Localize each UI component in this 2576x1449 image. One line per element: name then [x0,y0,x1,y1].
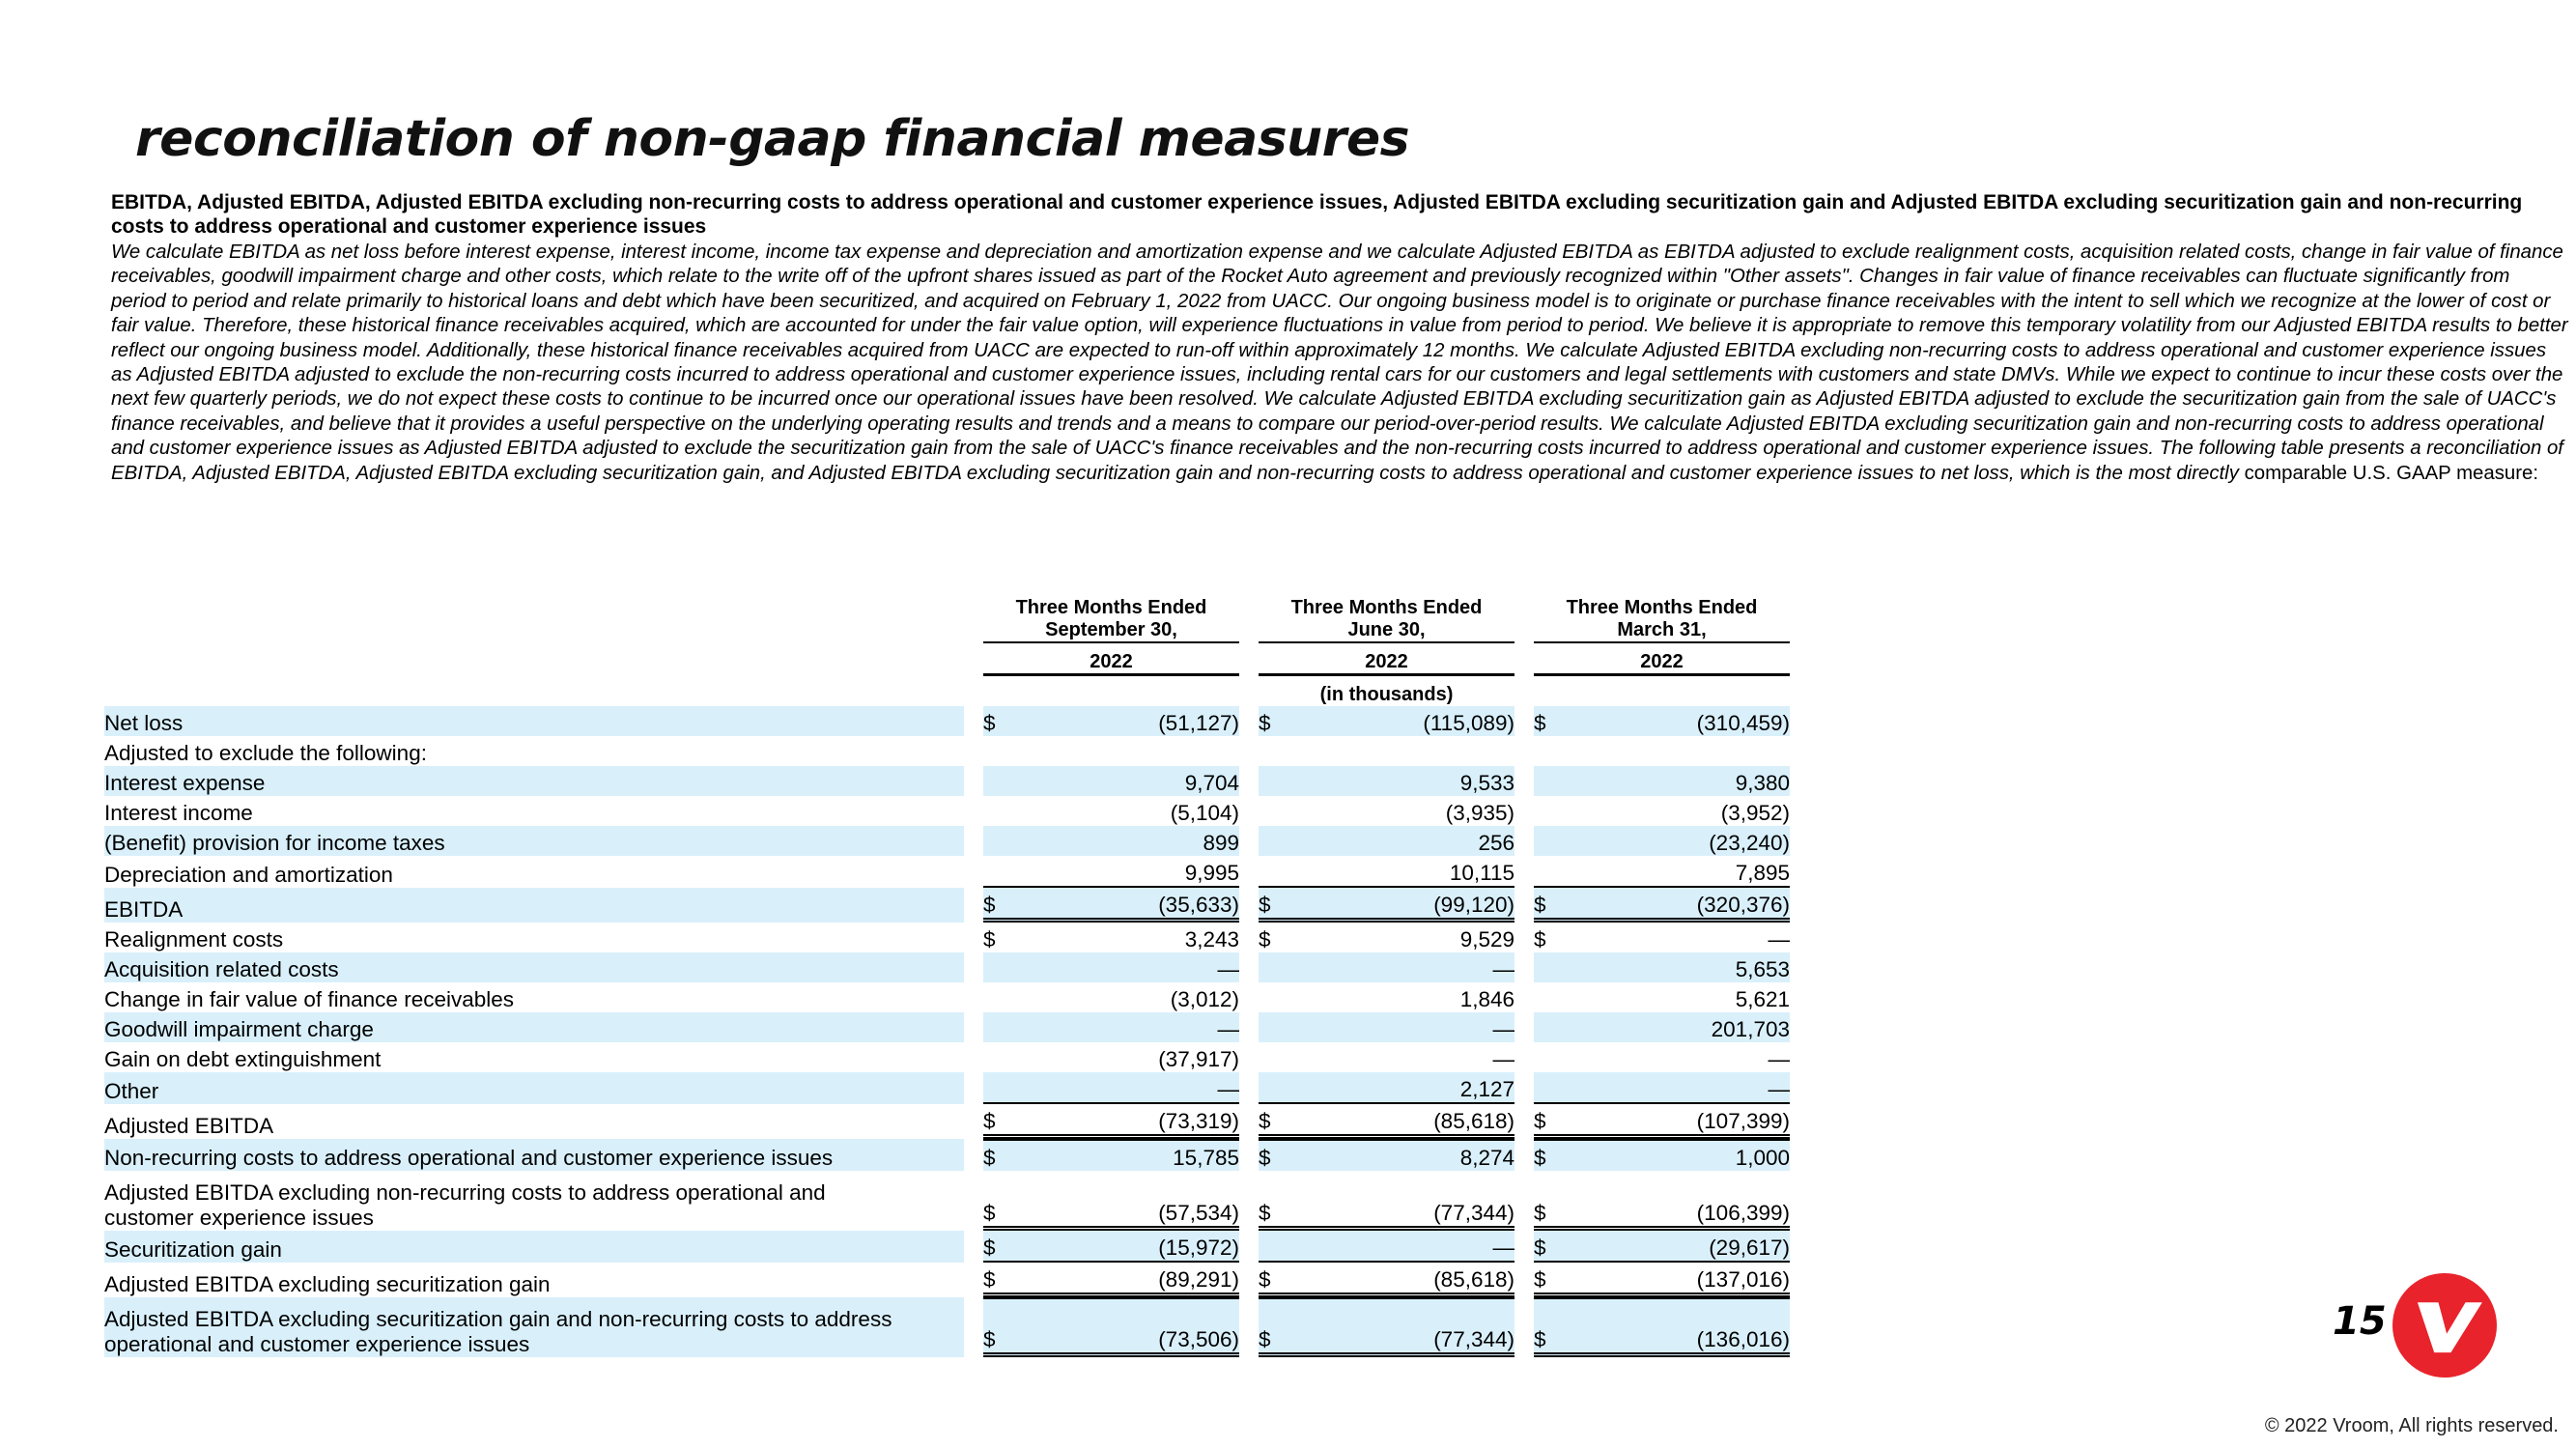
row-label: Interest income [104,801,253,825]
section-heading: EBITDA, Adjusted EBITDA, Adjusted EBITDA excluding non-recurring costs to address operational and customer experience issues, Adjusted EBITDA excluding securitization gain and Adjusted EBITDA excluding securitization gain and non-recurring costs to address operational and customer experience issues [111,191,2523,238]
cell-value: 3,243 [1184,927,1239,952]
cell-value: (5,104) [1170,801,1239,825]
currency-symbol [1259,1042,1297,1072]
cell-value: 201,703 [1572,1012,1790,1042]
currency-symbol [983,826,1022,856]
currency-symbol: $ [1534,1171,1572,1231]
cell-value: 1,846 [1459,987,1514,1011]
table-row [104,766,1790,796]
cell-value: 9,533 [1297,766,1514,796]
cell-value: (3,952) [1720,801,1790,825]
table-row [104,888,1790,923]
currency-symbol [1259,1231,1297,1263]
currency-symbol: $ [1259,927,1271,952]
currency-symbol [1259,1012,1297,1042]
cell-value: (85,618) [1297,1263,1514,1297]
row-label: (Benefit) provision for income taxes [104,826,964,856]
cell-value: (77,344) [1297,1171,1514,1231]
cell-value: (136,016) [1572,1297,1790,1357]
col-year-sep: 2022 [983,641,1239,676]
cell-value: — [1022,952,1239,982]
cell-value: 7,895 [1572,856,1790,888]
currency-symbol: $ [983,1297,1022,1357]
cell-value: (99,120) [1297,888,1514,923]
row-label: Adjusted EBITDA excluding securitization gain [104,1272,551,1296]
currency-symbol [983,1012,1022,1042]
cell-value: (320,376) [1572,888,1790,923]
table-row [104,1012,1790,1042]
copyright-notice: © 2022 Vroom, All rights reserved. [2264,1415,2559,1436]
currency-symbol: $ [1534,927,1546,952]
cell-value: 9,995 [1022,856,1239,888]
row-label: Change in fair value of finance receivables [104,987,515,1011]
table-row [104,1263,1790,1297]
cell-value: (137,016) [1572,1263,1790,1297]
cell-value: (115,089) [1297,706,1514,736]
cell-value: (85,618) [1297,1104,1514,1139]
table-row [104,706,1790,736]
row-label: EBITDA [104,888,964,923]
row-label: Adjusted EBITDA excluding securitization gain and non-recurring costs to address operational and customer experience issues [104,1297,964,1357]
currency-symbol [983,736,1022,766]
row-label: Non-recurring costs to address operational and customer experience issues [104,1139,964,1171]
currency-symbol: $ [983,1171,1022,1231]
cell-value: 15,785 [1022,1139,1239,1171]
cell-value: (3,012) [1170,987,1239,1011]
table-row [104,856,1790,888]
table-row [104,1231,1790,1263]
cell-value: (35,633) [1022,888,1239,923]
row-label: Acquisition related costs [104,952,964,982]
cell-value: (73,319) [1022,1104,1239,1139]
currency-symbol [1259,856,1297,888]
units-label: (in thousands) [1319,684,1454,705]
table-row [104,1139,1790,1171]
reconciliation-table [104,585,1790,1357]
currency-symbol [1534,1012,1572,1042]
cell-value: — [1572,1072,1790,1104]
page-number: 15 [2333,1299,2387,1344]
cell-value: (3,935) [1445,801,1514,825]
cell-value: (106,399) [1572,1171,1790,1231]
currency-symbol [1259,766,1297,796]
col-header-jun: Three Months Ended June 30, [1290,597,1483,640]
cell-value: (29,617) [1572,1231,1790,1263]
currency-symbol: $ [983,1139,1022,1171]
table-row [104,1042,1790,1072]
cell-value [1297,736,1514,766]
col-year-mar: 2022 [1534,641,1790,676]
currency-symbol [983,856,1022,888]
cell-value: — [1297,952,1514,982]
description-paragraph [111,241,2569,486]
col-header-sep: Three Months Ended September 30, [1015,597,1207,640]
cell-value [1572,736,1790,766]
currency-symbol: $ [1534,1139,1572,1171]
col-header-mar: Three Months Ended March 31, [1566,597,1758,640]
currency-symbol: $ [1534,888,1572,923]
col-year-jun: 2022 [1259,641,1514,676]
table-row [104,1072,1790,1104]
cell-value: (37,917) [1158,1047,1239,1071]
currency-symbol: $ [1534,1297,1572,1357]
cell-value: 2,127 [1297,1072,1514,1104]
row-label: Interest expense [104,766,964,796]
currency-symbol: $ [983,888,1022,923]
currency-symbol: $ [983,1231,1022,1263]
row-label: Adjusted EBITDA [104,1114,274,1138]
cell-value: (310,459) [1572,706,1790,736]
currency-symbol [1534,1042,1572,1072]
cell-value: (51,127) [1022,706,1239,736]
cell-value: 10,115 [1297,856,1514,888]
cell-value: 5,621 [1735,987,1790,1011]
cell-value: (107,399) [1572,1104,1790,1139]
currency-symbol: $ [983,706,1022,736]
currency-symbol [1534,766,1572,796]
currency-symbol [1534,982,1572,1012]
row-label: Depreciation and amortization [104,863,393,887]
currency-symbol: $ [1259,1104,1297,1139]
currency-symbol: $ [983,1263,1022,1297]
currency-symbol: $ [1259,1297,1297,1357]
currency-symbol [1534,856,1572,888]
row-label: Securitization gain [104,1231,964,1263]
currency-symbol: $ [1534,1231,1572,1263]
cell-value: 256 [1297,826,1514,856]
cell-value: 8,274 [1297,1139,1514,1171]
cell-value: (23,240) [1572,826,1790,856]
cell-value: 899 [1022,826,1239,856]
cell-value: 1,000 [1572,1139,1790,1171]
currency-symbol: $ [1259,1263,1297,1297]
currency-symbol [1534,796,1572,826]
currency-symbol [1534,826,1572,856]
row-label: Net loss [104,706,964,736]
table-row [104,826,1790,856]
cell-value: (73,506) [1022,1297,1239,1357]
cell-value: (89,291) [1022,1263,1239,1297]
table-row [104,1297,1790,1357]
currency-symbol [1259,982,1297,1012]
cell-value: 9,704 [1022,766,1239,796]
row-label: Realignment costs [104,927,284,952]
cell-value: — [1297,1012,1514,1042]
currency-symbol: $ [1259,706,1297,736]
currency-symbol: $ [1259,888,1297,923]
cell-value: 9,380 [1572,766,1790,796]
currency-symbol: $ [1259,1171,1297,1231]
cell-value: — [1022,1072,1239,1104]
cell-value: 5,653 [1572,952,1790,982]
currency-symbol [1534,1072,1572,1104]
page-title: reconciliation of non-gaap financial measures [135,110,1410,168]
currency-symbol [1534,952,1572,982]
currency-symbol: $ [1534,706,1572,736]
vroom-v-logo-icon [2392,1273,2497,1378]
currency-symbol [983,952,1022,982]
currency-symbol: $ [1534,1263,1572,1297]
currency-symbol [1259,796,1297,826]
currency-symbol: $ [1259,1139,1297,1171]
row-label: Gain on debt extinguishment [104,1047,382,1071]
row-label: Adjusted to exclude the following: [104,741,427,765]
currency-symbol [983,766,1022,796]
cell-value [1022,736,1239,766]
currency-symbol [983,1042,1022,1072]
table-row [104,982,1790,1012]
row-label: Adjusted EBITDA excluding non-recurring costs to address operational and customer experience issues [104,1180,826,1230]
cell-value: 9,529 [1459,927,1514,952]
currency-symbol [1259,952,1297,982]
cell-value: (77,344) [1297,1297,1514,1357]
cell-value: (15,972) [1022,1231,1239,1263]
table-row [104,1171,1790,1231]
currency-symbol [983,796,1022,826]
table-row [104,736,1790,766]
cell-value: — [1022,1012,1239,1042]
currency-symbol: $ [983,927,996,952]
currency-symbol [1259,1072,1297,1104]
currency-symbol: $ [983,1104,1022,1139]
table-row [104,952,1790,982]
cell-value: — [1768,1047,1790,1071]
cell-value: — [1492,1047,1514,1071]
table-row [104,796,1790,826]
description-end: comparable U.S. GAAP measure: [2244,462,2539,484]
row-label: Other [104,1072,964,1104]
description-text: We calculate EBITDA as net loss before interest expense, interest income, income tax expense and depreciation and amortization expense and we calculate Adjusted EBITDA as EBITDA adjusted to exclude realignment costs, acquisition related costs, change in fair value of finance receivables, goodwill impairment charge and other costs, which relate to the write off of the upfront shares issued as part of the Rocket Auto agreement and previously recognized within "Other assets". Changes in fair value of finance receivables can fluctuate significantly from period to period and relate primarily to historical loans and debt which have been securitized, and acquired on February 1, 2022 from UACC. Our ongoing business model is to originate or purchase finance receivables with the intent to sell which we recognize at the lower of cost or fair value. Therefore, these historical finance receivables acquired, which are accounted for under the fair value option, will experience fluctuations in value from period to period. We believe it is appropriate to remove this temporary volatility from our Adjusted EBITDA results to better reflect our ongoing business model. Additionally, these historical finance receivables acquired from UACC are expected to run-off within approximately 12 months. We calculate Adjusted EBITDA excluding non-recurring costs to address operational and customer experience issues as Adjusted EBITDA adjusted to exclude the non-recurring costs incurred to address operational and customer experience issues, including rental cars for our customers and legal settlements with customers and state DMVs. While we expect to continue to incur these costs over the next few quarterly periods, we do not expect these costs to continue to be incurred once our operational issues have been resolved. We calculate Adjusted EBITDA excluding securitization gain as Adjusted EBITDA adjusted to exclude the securitization gain from the sale of UACC's finance receivables, and believe that it provides a useful perspective on the underlying operating results and trends and a means to compare our period-over-period results. We calculate Adjusted EBITDA excluding securitization gain and non-recurring costs to address operational and customer experience issues as Adjusted EBITDA adjusted to exclude the securitization gain from the sale of UACC's finance receivables and the non-recurring costs incurred to address operational and customer experience issues. The following table presents a reconciliation of EBITDA, Adjusted EBITDA, Adjusted EBITDA excluding securitization gain, and Adjusted EBITDA excluding securitization gain and non-recurring costs to address operational and customer experience issues to net loss, which is the most directly [111,242,2568,484]
currency-symbol [1259,826,1297,856]
table-row [104,1104,1790,1139]
currency-symbol: $ [1534,1104,1572,1139]
currency-symbol [983,1072,1022,1104]
cell-value: (57,534) [1022,1171,1239,1231]
currency-symbol [1259,736,1297,766]
table-row [104,923,1790,952]
currency-symbol [983,982,1022,1012]
cell-value: — [1768,927,1790,952]
currency-symbol [1534,736,1572,766]
cell-value: — [1297,1231,1514,1263]
row-label: Goodwill impairment charge [104,1012,964,1042]
